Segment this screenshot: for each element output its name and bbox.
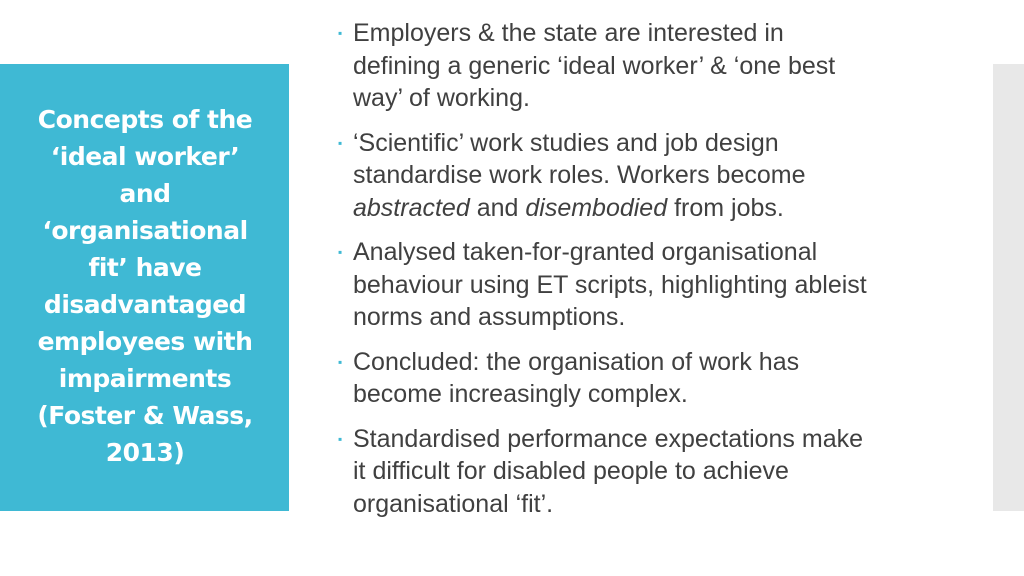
bullet-item [338,17,978,115]
title-line: ‘ideal worker’ [50,142,240,171]
bullet-item [338,127,978,225]
bullet-item [338,346,978,411]
bullet-line: it difficult for disabled people to achieve [353,457,789,485]
bullet-line: organisational ‘fit’. [353,489,554,518]
bullet-line: Concluded: the organisation of work has [353,347,800,376]
title-line: 2013) [105,438,185,467]
bullet-line: Employers & the state are interested in [353,19,784,47]
italic-term: abstracted [353,193,470,222]
bullet-line: norms and assumptions. [353,303,626,331]
text-fragment: from jobs. [667,193,784,222]
italic-term: disembodied [525,193,668,222]
bullet-marker-icon: ▪ [338,26,343,40]
bullet-marker-icon: ▪ [338,135,343,150]
title-line: employees with [37,327,253,356]
bullet-line: become increasingly complex. [353,380,688,408]
bullet-line: behaviour using ET scripts, highlighting ableist [353,270,867,299]
title-line: and [119,179,171,208]
bullet-item [338,423,978,521]
bullet-line [353,192,978,225]
text-fragment: and [469,193,526,222]
slide-title [14,101,276,471]
title-line: disadvantaged [43,290,247,319]
bullet-marker-icon: ▪ [338,354,343,369]
bullet-item [338,236,978,334]
bullet-line: ‘Scientific’ work studies and job design [353,128,779,157]
bullet-line: defining a generic ‘ideal worker’ & ‘one best [353,51,836,80]
bullet-line: Standardised performance expectations make [353,424,864,453]
title-line: impairments [58,364,232,393]
bullet-marker-icon: ▪ [338,431,343,446]
bullet-marker-icon: ▪ [338,245,343,259]
title-line: ‘organisational [42,216,248,245]
title-line: fit’ have [88,253,202,282]
title-line: Concepts of the [37,105,253,134]
bullet-list [338,17,978,532]
bullet-line: Analysed taken-for-granted organisational [353,238,818,266]
bullet-line: standardise work roles. Workers become [353,161,806,189]
right-decor-bar [993,64,1024,511]
title-line: (Foster & Wass, [37,401,253,430]
bullet-line: way’ of working. [353,84,530,112]
